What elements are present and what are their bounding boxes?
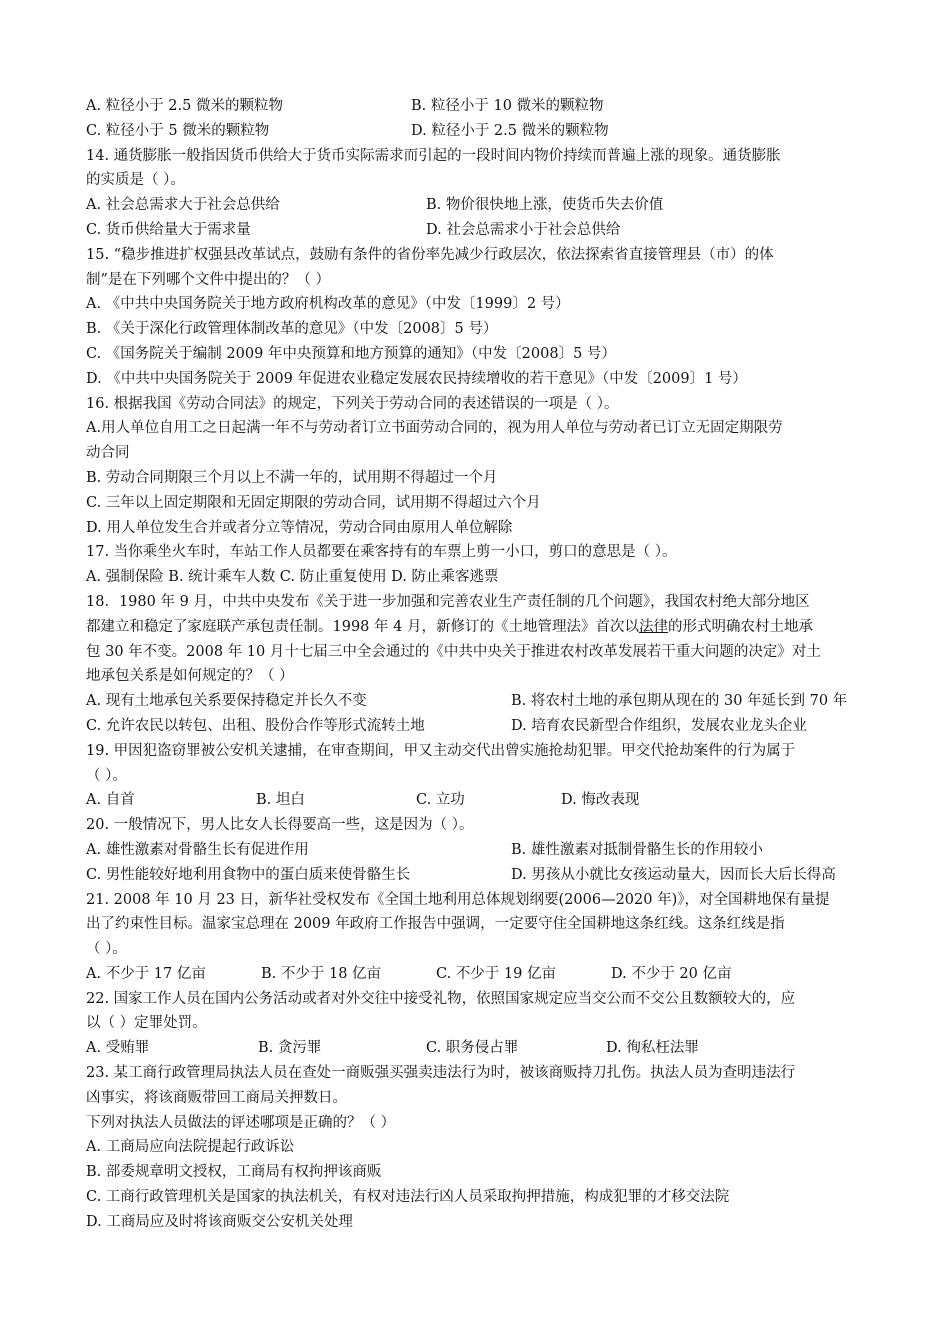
q18-option-b: B. 将农村土地的承包期从现在的 30 年延长到 70 年 [511,693,848,710]
q22-option-c: C. 职务侵占罪 [426,1040,519,1057]
q14-option-b: B. 物价很快地上涨，使货币失去价值 [426,197,664,214]
q20-option-c: C. 男性能较好地利用食物中的蛋白质来使骨骼生长 [86,866,411,883]
q22-option-b: B. 贪污罪 [258,1040,322,1057]
q22-option-a: A. 受贿罪 [86,1040,150,1057]
q16-option-d: D. 用人单位发生合并或者分立等情况，劳动合同由原用人单位解除 [86,519,513,536]
q14-stem-line1: 14. 通货膨胀一般指因货币供给大于货币实际需求而引起的一段时间内物价持续而普遍上涨的现象。通货膨胀 [86,147,781,164]
q23-stem-line2: 凶事实，将该商贩带回工商局关押数日。 [86,1089,347,1106]
exam-page [86,94,894,1235]
q18-stem-line2 [86,615,894,640]
q21-stem-line2: 出了约束性目标。温家宝总理在 2009 年政府工作报告中强调，一定要守住全国耕地这条红线。这条红线是指 [86,916,785,933]
q18-option-d: D. 培育农民新型合作组织，发展农业龙头企业 [511,717,807,734]
q21-option-b: B. 不少于 18 亿亩 [261,965,382,982]
q19-option-c: C. 立功 [416,792,465,809]
q23-stem-line3: 下列对执法人员做法的评述哪项是正确的？（ ） [86,1114,396,1131]
q14-option-d: D. 社会总需求小于社会总供给 [426,221,621,238]
q20-option-d: D. 男孩从小就比女孩运动量大，因而长大后长得高 [511,866,836,883]
q19-option-d: D. 悔改表现 [561,792,640,809]
q18-stem-line1: 18．1980 年 9 月，中共中央发布《关于进一步加强和完善农业生产责任制的几个问题》，我国农村绝大部分地区 [86,593,810,610]
q21-option-d: D. 不少于 20 亿亩 [611,965,732,982]
q15-option-a: A. 《中共中央国务院关于地方政府机构改革的意见》（中发〔1999〕2 号） [86,296,570,313]
q16-option-a-line1: A.用人单位自用工之日起满一年不与劳动者订立书面劳动合同的，视为用人单位与劳动者已订立无固定期限劳 [86,420,783,437]
q13-option-c: C. 粒径小于 5 微米的颗粒物 [86,122,270,139]
q21-option-a: A. 不少于 17 亿亩 [86,965,206,982]
q14-option-a: A. 社会总需求大于社会总供给 [86,197,280,214]
q15-stem-line2: 制”是在下列哪个文件中提出的？（ ） [86,271,331,288]
q20-options-row1 [86,838,894,863]
q18-options-row1 [86,689,894,714]
q20-options-row2 [86,863,894,888]
q18-stem-line3: 包 30 年不变。2008 年 10 月十七届三中全会通过的《中共中央关于推进农村改革发展若干重大问题的决定》对土 [86,643,821,660]
q22-stem-line1: 22. 国家工作人员在国内公务活动或者对外交往中接受礼物，依照国家规定应当交公而不交公且数额较大的，应 [86,990,796,1007]
q21-options-row [86,962,894,987]
q17-options: A. 强制保险 B. 统计乘车人数 C. 防止重复使用 D. 防止乘客逃票 [86,569,499,586]
q20-option-a: A. 雄性激素对骨骼生长有促进作用 [86,841,309,858]
q21-stem-line3: （ ）。 [86,941,127,958]
q23-option-b: B. 部委规章明文授权，工商局有权拘押该商贩 [86,1164,382,1181]
q18-law-link-text: 法律 [638,618,668,635]
q13-options-row1 [86,94,894,119]
q20-stem: 20. 一般情况下，男人比女人长得要高一些，这是因为（ ）。 [86,817,474,834]
q22-stem-line2: 以（ ）定罪处罚。 [86,1015,207,1032]
q15-option-d: D. 《中共中央国务院关于 2009 年促进农业稳定发展农民持续增收的若干意见》（中发〔2009〕1 号） [86,370,747,387]
q19-options-row [86,788,894,813]
q17-stem: 17. 当你乘坐火车时，车站工作人员都要在乘客持有的车票上剪一小口，剪口的意思是（ ）。 [86,544,677,561]
q13-option-d: D. 粒径小于 2.5 微米的颗粒物 [411,122,609,139]
q13-option-b: B. 粒径小于 10 微米的颗粒物 [411,98,604,114]
q14-options-row2 [86,218,894,243]
q18-options-row2 [86,714,894,739]
q13-options-row2 [86,119,894,144]
q18-stem-line2-part2: 的形式明确农村土地承 [667,618,813,635]
q18-option-c: C. 允许农民以转包、出租、股份合作等形式流转土地 [86,717,425,734]
q19-option-b: B. 坦白 [256,792,305,809]
q15-option-b: B. 《关于深化行政管理体制改革的意见》（中发〔2008〕5 号） [86,321,498,338]
q23-option-a: A. 工商局应向法院提起行政诉讼 [86,1139,295,1156]
q16-stem: 16. 根据我国《劳动合同法》的规定，下列关于劳动合同的表述错误的一项是（ ）。 [86,395,619,412]
q15-option-c: C. 《国务院关于编制 2009 年中央预算和地方预算的通知》（中发〔2008〕5 号） [86,345,616,362]
q18-stem-line4: 地承包关系是如何规定的？（ ） [86,668,294,685]
q20-option-b: B. 雄性激素对抵制骨骼生长的作用较小 [511,841,763,858]
q15-stem-line1: 15. “稳步推进扩权强县改革试点，鼓励有条件的省份率先减少行政层次，依法探索省直接管理县（市）的体 [86,246,774,263]
q22-option-d: D. 徇私枉法罪 [606,1040,699,1057]
q14-stem-line2: 的实质是（ ）。 [86,172,185,189]
q23-option-c: C. 工商行政管理机关是国家的执法机关，有权对违法行凶人员采取拘押措施，构成犯罪的才移交法院 [86,1189,730,1206]
q14-option-c: C. 货币供给量大于需求量 [86,221,251,238]
q16-option-a-line2: 动合同 [86,445,130,462]
q21-option-c: C. 不少于 19 亿亩 [436,965,556,982]
q19-stem-line2: （ ）。 [86,767,127,784]
q22-options-row [86,1036,894,1061]
q23-stem-line1: 23. 某工商行政管理局执法人员在查处一商贩强买强卖违法行为时，被该商贩持刀扎伤。执法人员为查明违法行 [86,1065,796,1082]
q18-stem-line2-part1: 都建立和稳定了家庭联产承包责任制。1998 年 4 月，新修订的《土地管理法》首次以 [86,618,639,635]
q19-option-a: A. 自首 [86,792,135,809]
q19-stem-line1: 19. 甲因犯盗窃罪被公安机关逮捕，在审查期间，甲又主动交代出曾实施抢劫犯罪。甲交代抢劫案件的行为属于 [86,742,796,759]
q16-option-c: C. 三年以上固定期限和无固定期限的劳动合同，试用期不得超过六个月 [86,494,541,511]
q13-option-a: A. 粒径小于 2.5 微米的颗粒物 [86,98,283,114]
q21-stem-line1: 21. 2008 年 10 月 23 日，新华社受权发布《全国土地利用总体规划纲要(2006—2020 年)》，对全国耕地保有量提 [86,891,830,908]
q23-option-d: D. 工商局应及时将该商贩交公安机关处理 [86,1213,353,1230]
q16-option-b: B. 劳动合同期限三个月以上不满一年的，试用期不得超过一个月 [86,469,498,486]
q14-options-row1 [86,193,894,218]
q18-option-a: A. 现有土地承包关系要保持稳定并长久不变 [86,693,367,710]
